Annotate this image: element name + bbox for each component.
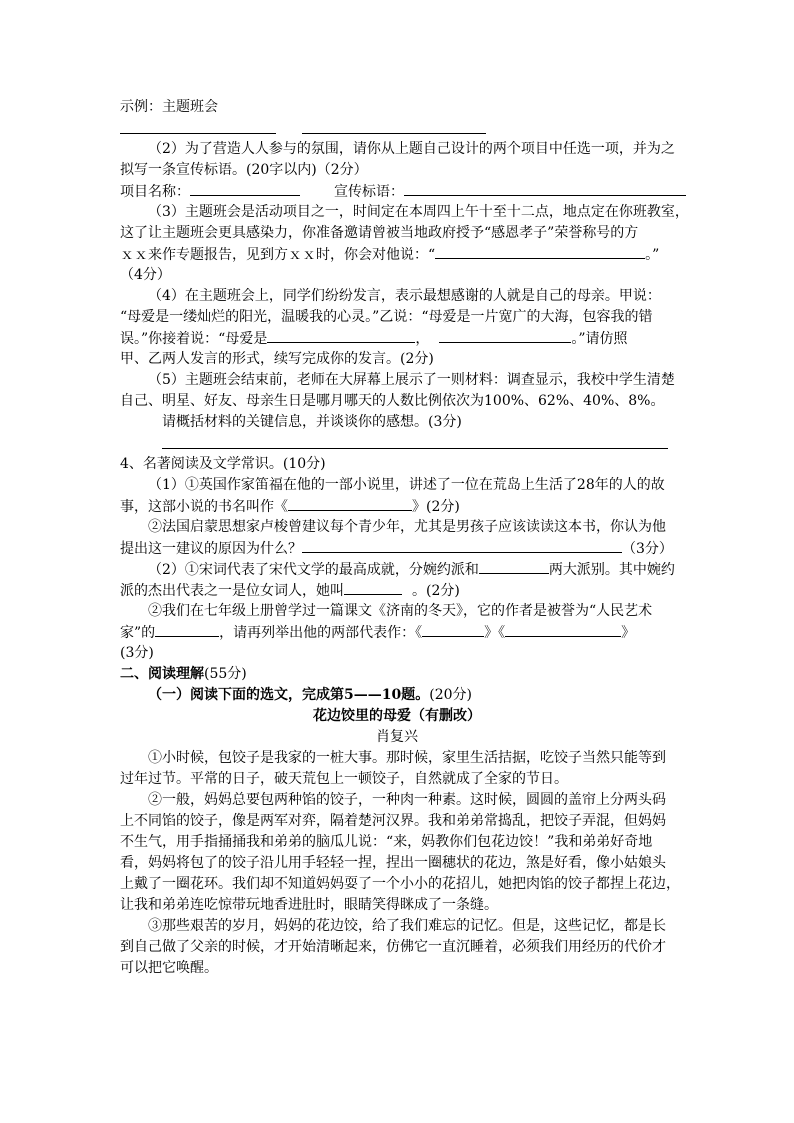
reading-q2-text: ，请再列举出他的两部代表作：《 [219,625,423,641]
reading-q2-line: ②我们在七年级上册曾学过一篇课文《济南的冬天》，它的作者是被誉为“人民艺术 [148,603,653,619]
question-3-text: 。” [645,247,660,263]
question-4-line [120,328,628,349]
reading-q2-line [120,622,635,643]
work-title-blank-1[interactable] [422,622,484,637]
reading-q2-text: 》 [621,625,636,641]
passage-instruction-score: (20分) [429,687,472,703]
author-blank[interactable] [155,622,219,637]
ci-school-blank[interactable] [479,559,549,574]
reading-q2-line [148,559,675,580]
project-name-label: 项目名称： [120,184,190,200]
reading-q2-line [120,580,460,601]
question-2-line: （2）为了营造人人参与的氛围，请你从上题自己设计的两个项目中任选一项，并为之 [148,141,675,157]
passage-author: 肖复兴 [376,729,418,745]
reading-q2-score: (3分) [120,645,154,661]
slogan-label: 宣传标语： [334,184,404,200]
work-title-blank-2[interactable] [505,622,621,637]
example-line: 示例：主题班会 [120,99,218,115]
paragraph-line: 上不同馅的饺子，像是两军对弈，隔着楚河汉界。我和弟弟常捣乱，把饺子弄混，但妈妈 [120,813,666,829]
reading-q2-text: 派的杰出代表之一是位女词人，她叫 [120,583,344,599]
passage-instruction-text: （一）阅读下面的选文，完成第5——10题。 [148,687,430,703]
reading-q1-text: 事，这部小说的书名叫作《 [120,499,288,515]
question-3-text: ｘｘ来作专题报告，见到方ｘｘ时，你会对他说：“ [120,247,436,263]
paragraph-line: 过年过节。平常的日子，破天荒包上一顿饺子，自然就成了全家的节日。 [120,771,568,787]
mother-love-blank-1[interactable] [267,328,415,343]
section-2-score: (55分) [204,666,247,682]
paragraph-line: 上戴了一圈花环。我们却不知道妈妈耍了一个小小的花招儿，她把肉馅的饺子都捏上花边， [120,876,680,892]
passage-title: 花边饺里的母爱（有删改） [313,708,481,724]
question-4-text: ， [415,331,430,347]
question-4-line: “母爱是一缕灿烂的阳光，温暖我的心灵。”乙说：“母爱是一片宽广的大海，包容我的错 [120,309,653,325]
paragraph-line: ①小时候，包饺子是我家的一桩大事。那时候，家里生活拮据，吃饺子当然只能等到 [148,750,666,766]
book-title-blank[interactable] [288,496,412,511]
section-2-title: 二、阅读理解 [120,666,204,682]
project-name-blank[interactable] [190,181,300,196]
section-2-heading [120,664,247,684]
question-2-line: 拟写一条宣传标语。(20字以内)（2分） [120,162,368,178]
reason-blank[interactable] [302,538,622,553]
reading-q1-line: ②法国启蒙思想家卢梭曾建议每个青少年，尤其是男孩子应该读读这本书，你认为他 [148,519,666,535]
question-3-score: （4分） [120,267,171,283]
section-4-heading: 4、名著阅读及文学常识。(10分) [120,456,326,472]
paragraph-line: ③那些艰苦的岁月，妈妈的花边饺，给了我们难忘的记忆。但是，这些记忆，都是长 [148,918,666,934]
question-4-line: 甲、乙两人发言的形式，续写完成你的发言。(2分) [120,351,434,367]
paragraph-line: 不生气，用手指捅捅我和弟弟的脑瓜儿说：“来，妈教你们包花边饺！”我和弟弟好奇地 [120,834,653,850]
reading-q1-text: 提出这一建议的原因为什么？ [120,541,302,557]
feeling-answer-rule[interactable] [162,448,668,449]
mother-love-blank-2[interactable] [439,328,571,343]
poet-name-blank[interactable] [344,580,402,595]
paragraph-line: 看，妈妈将包了的饺子沿儿用手轻轻一捏，捏出一圈穗状的花边，煞是好看，像小姑娘头 [120,855,666,871]
passage-instruction [148,685,472,705]
reading-q1-text: （3分） [622,541,673,557]
question-5-line: 请概括材料的关键信息，并谈谈你的感想。(3分) [162,414,462,430]
project-name-line [120,181,686,202]
reading-q1-line [120,496,460,517]
answer-blank-rule[interactable] [120,133,276,134]
reading-q1-line: （1）①英国作家笛福在他的一部小说里，讲述了一位在荒岛上生活了28年的人的故 [148,477,665,493]
question-3-line: （3）主题班会是活动项目之一，时间定在本周四上午十至十二点，地点定在你班教室， [148,204,689,220]
question-4-text: 。”请仿照 [571,331,628,347]
reading-q2-text: 两大派别。其中婉约 [548,562,675,578]
greeting-blank[interactable] [435,244,645,259]
question-3-line [120,244,659,265]
paragraph-line: ②一般，妈妈总要包两种馅的饺子，一种肉一种素。这时候，圆圆的盖帘上分两头码 [148,792,666,808]
question-5-line: 自己、明星、好友、母亲生日是哪月哪天的人数比例依次为100%、62%、40%、8%。 [120,393,665,409]
reading-q2-text: （2）①宋词代表了宋代文学的最高成就，分婉约派和 [148,562,479,578]
question-5-line: （5）主题班会结束前，老师在大屏幕上展示了一则材料：调查显示，我校中学生清楚 [148,372,675,388]
reading-q2-text: 家”的 [120,625,156,641]
slogan-blank[interactable] [404,181,686,196]
reading-q1-text: 》(2分) [412,499,460,515]
question-4-line: （4）在主题班会上，同学们纷纷发言，表示最想感谢的人就是自己的母亲。甲说： [148,288,661,304]
reading-q2-text: 》《 [484,625,506,641]
question-3-line: 这了让主题班会更具感染力，你准备邀请曾被当地政府授予“感恩孝子”荣誉称号的方 [120,225,639,241]
paragraph-line: 到自己做了父亲的时候，才开始清晰起来，仿佛它一直沉睡着，必须我们用经历的代价才 [120,939,666,955]
reading-q2-text: 。(2分) [412,583,460,599]
reading-q1-line [120,538,673,559]
paragraph-line: 可以把它唤醒。 [120,960,218,976]
question-4-text: 误。”你接着说：“母爱是 [120,331,268,347]
paragraph-line: 让我和弟弟连吃惊带玩地香进肚时，眼睛笑得眯成了一条缝。 [120,897,498,913]
answer-blank-rule[interactable] [302,133,486,134]
